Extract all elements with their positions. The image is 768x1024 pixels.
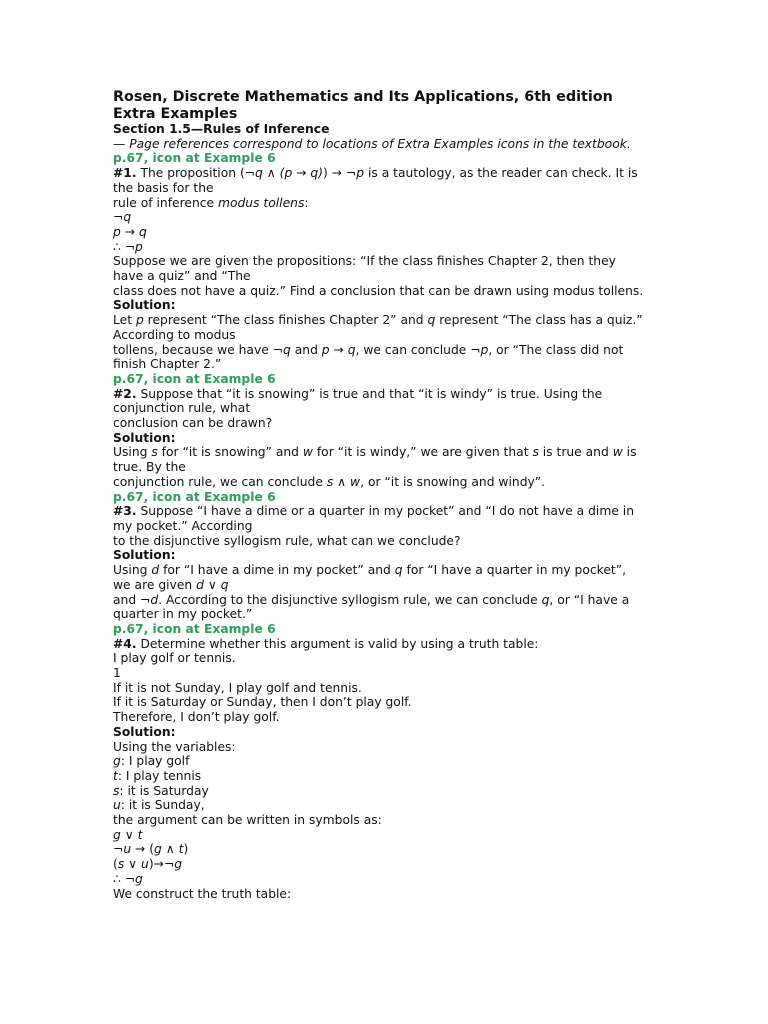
text-run: →	[120, 224, 139, 239]
math-symbol: p	[135, 313, 144, 328]
body-line	[113, 563, 658, 578]
math-symbol: p	[135, 239, 143, 254]
math-symbol: g	[113, 754, 121, 769]
body-line	[113, 298, 658, 313]
math-symbol: p	[113, 224, 121, 239]
text-run: ¬	[113, 210, 124, 225]
bold-text: #2.	[113, 386, 137, 401]
text-run: 1	[113, 666, 121, 681]
math-symbol: d ∨ q	[196, 577, 229, 592]
body-line	[113, 284, 658, 299]
math-symbol: t	[113, 768, 118, 783]
body-line	[113, 593, 658, 608]
bold-text: Solution:	[113, 298, 176, 313]
body-line	[113, 681, 658, 696]
math-symbol: g ∧ t	[154, 842, 184, 857]
math-symbol: g	[135, 871, 143, 886]
text-run: my pocket.” According	[113, 518, 253, 533]
body-line	[113, 445, 658, 460]
math-symbol: w	[612, 445, 623, 460]
bold-text: #4.	[113, 636, 137, 651]
body-line	[113, 460, 658, 475]
text-run: is	[622, 445, 637, 460]
math-symbol: p	[480, 342, 489, 357]
body-line	[113, 842, 658, 857]
text-run: conjunction rule, what	[113, 401, 251, 416]
text-run: :	[304, 195, 309, 210]
body-line	[113, 813, 658, 828]
text-run: : I play tennis	[117, 768, 202, 783]
body-line	[113, 607, 658, 622]
math-symbol: q	[541, 592, 550, 607]
example-reference	[113, 490, 658, 505]
text-run: for “it is snowing” and	[157, 445, 303, 460]
body-line	[113, 431, 658, 446]
text-run: Let	[113, 313, 136, 328]
text-run: Suppose that “it is snowing” is true and that “it is windy” is true. Using the	[136, 386, 603, 401]
document-title-line2: Extra Examples	[113, 105, 238, 122]
body-line	[113, 651, 658, 666]
body-line	[113, 872, 658, 887]
text-run: is true and	[538, 445, 613, 460]
text-run: Using the variables:	[113, 739, 236, 754]
text-run: we are given	[113, 577, 197, 592]
body-line	[113, 343, 658, 358]
math-symbol: modus tollens	[218, 195, 305, 210]
math-symbol: g ∨ t	[113, 827, 143, 842]
body-line	[113, 416, 658, 431]
math-symbol: u	[113, 798, 121, 813]
section-heading: Section 1.5—Rules of Inference	[113, 122, 330, 136]
math-symbol: q	[394, 563, 403, 578]
text-run: If it is not Sunday, I play golf and tennis.	[113, 680, 362, 695]
text-run: ) → ¬	[323, 166, 357, 181]
text-run: for “I have a dime in my pocket” and	[159, 563, 395, 578]
math-symbol: q	[427, 313, 436, 328]
math-symbol: g	[174, 857, 183, 872]
text-run: If it is Saturday or Sunday, then I don’t play golf.	[113, 695, 412, 710]
bold-text: Solution:	[113, 548, 176, 563]
text-run: . According to the disjunctive syllogism rule, we can conclude	[158, 592, 542, 607]
math-symbol: p	[356, 166, 365, 181]
text-run: p.67, icon at Example 6	[113, 371, 276, 386]
body-line	[113, 637, 658, 652]
text-run: Suppose “I have a dime or a quarter in my pocket” and “I do not have a dime in	[136, 504, 635, 519]
math-symbol: u	[123, 842, 132, 857]
body-line	[113, 387, 658, 402]
page-reference-note: — Page references correspond to locations of Extra Examples icons in the textbook.	[113, 136, 631, 151]
body-line	[113, 357, 658, 372]
text-run: →	[329, 342, 348, 357]
text-run: and	[290, 342, 322, 357]
text-run: , or “I have a	[549, 592, 630, 607]
text-run: Using	[113, 445, 152, 460]
body-line	[113, 181, 658, 196]
text-run: rule of inference	[113, 195, 218, 210]
body-line	[113, 475, 658, 490]
text-run: represent “The class has a quiz.”	[435, 313, 643, 328]
body-line	[113, 225, 658, 240]
text-run: p.67, icon at Example 6	[113, 489, 276, 504]
body-line	[113, 887, 658, 902]
document-title-line1: Rosen, Discrete Mathematics and Its Applications, 6th edition	[113, 89, 613, 105]
text-run: p.67, icon at Example 6	[113, 621, 276, 636]
text-run: conclusion can be drawn?	[113, 416, 273, 431]
text-run: p.67, icon at Example 6	[113, 151, 276, 166]
text-run: to the disjunctive syllogism rule, what can we conclude?	[113, 533, 461, 548]
math-symbol: s	[532, 445, 539, 460]
text-run: represent “The class finishes Chapter 2” and	[143, 313, 428, 328]
body-line	[113, 798, 658, 813]
body-line	[113, 784, 658, 799]
body-line	[113, 548, 658, 563]
text-run: the basis for the	[113, 180, 214, 195]
text-run: → (	[131, 842, 155, 857]
bold-text: Solution:	[113, 430, 176, 445]
body-line	[113, 534, 658, 549]
text-run: ∴ ¬	[113, 239, 136, 254]
body-line	[113, 166, 658, 181]
math-symbol: p	[321, 342, 330, 357]
math-symbol: s ∧ w	[326, 474, 361, 489]
text-run: the argument can be written in symbols as:	[113, 813, 382, 828]
math-symbol: q	[347, 342, 356, 357]
math-symbol: d	[150, 592, 159, 607]
text-run: is a tautology, as the reader can check. It is	[364, 166, 638, 181]
body-line	[113, 196, 658, 211]
example-reference	[113, 151, 658, 166]
text-run: : it is Saturday	[119, 783, 209, 798]
text-run: : it is Sunday,	[120, 798, 205, 813]
body-line	[113, 740, 658, 755]
body-line	[113, 578, 658, 593]
text-run: )→¬	[148, 857, 175, 872]
math-symbol: q	[123, 210, 132, 225]
math-symbol: w	[302, 445, 313, 460]
text-run: quarter in my pocket.”	[113, 607, 253, 622]
math-symbol: q	[283, 342, 291, 357]
text-run: Therefore, I don’t play golf.	[113, 710, 280, 725]
math-symbol: q	[138, 224, 147, 239]
body-line	[113, 769, 658, 784]
body-line	[113, 210, 658, 225]
math-symbol: d	[151, 563, 160, 578]
text-run: I play golf or tennis.	[113, 651, 236, 666]
text-run: Using	[113, 563, 152, 578]
text-run: have a quiz” and “The	[113, 269, 251, 284]
example-reference	[113, 622, 658, 637]
body-line	[113, 519, 658, 534]
text-run: and ¬	[113, 592, 151, 607]
math-symbol: s ∨ u	[117, 857, 149, 872]
bold-text: #1.	[113, 166, 137, 181]
math-symbol: ¬q ∧ (p → q)	[244, 166, 324, 181]
text-run: tollens, because we have ¬	[113, 342, 284, 357]
math-symbol: s	[113, 783, 120, 798]
body-line	[113, 269, 658, 284]
text-run: class does not have a quiz.” Find a conclusion that can be drawn using modus tollens.	[113, 283, 644, 298]
text-run: According to modus	[113, 327, 236, 342]
example-reference	[113, 372, 658, 387]
text-run: The proposition (	[136, 166, 245, 181]
text-run: finish Chapter 2.”	[113, 357, 222, 372]
body-line	[113, 754, 658, 769]
body-line	[113, 313, 658, 328]
body-line	[113, 725, 658, 740]
text-run: : I play golf	[120, 754, 190, 769]
body-line	[113, 710, 658, 725]
body-line	[113, 504, 658, 519]
document-body	[113, 89, 658, 901]
text-run: , or “The class did not	[488, 342, 624, 357]
text-run: )	[183, 842, 189, 857]
body-line	[113, 857, 658, 872]
body-lines	[113, 151, 658, 901]
body-line	[113, 828, 658, 843]
bold-text: Solution:	[113, 724, 176, 739]
body-line	[113, 328, 658, 343]
body-line	[113, 695, 658, 710]
text-run: for “it is windy,” we are given that	[312, 445, 533, 460]
text-run: conjunction rule, we can conclude	[113, 474, 327, 489]
text-run: , or “it is snowing and windy”.	[360, 474, 546, 489]
body-line	[113, 240, 658, 255]
text-run: true. By the	[113, 460, 186, 475]
body-line	[113, 666, 658, 681]
text-run: (	[113, 857, 118, 872]
text-run: ∴ ¬	[113, 871, 136, 886]
text-run: ¬	[113, 842, 124, 857]
math-symbol: s	[151, 445, 158, 460]
body-line	[113, 254, 658, 269]
text-run: , we can conclude ¬	[355, 342, 481, 357]
body-line	[113, 401, 658, 416]
text-run: We construct the truth table:	[113, 886, 292, 901]
bold-text: #3.	[113, 504, 137, 519]
text-run: Suppose we are given the propositions: “If the class finishes Chapter 2, then they	[113, 254, 616, 269]
text-run: for “I have a quarter in my pocket”,	[402, 563, 626, 578]
text-run: Determine whether this argument is valid by using a truth table:	[136, 636, 539, 651]
